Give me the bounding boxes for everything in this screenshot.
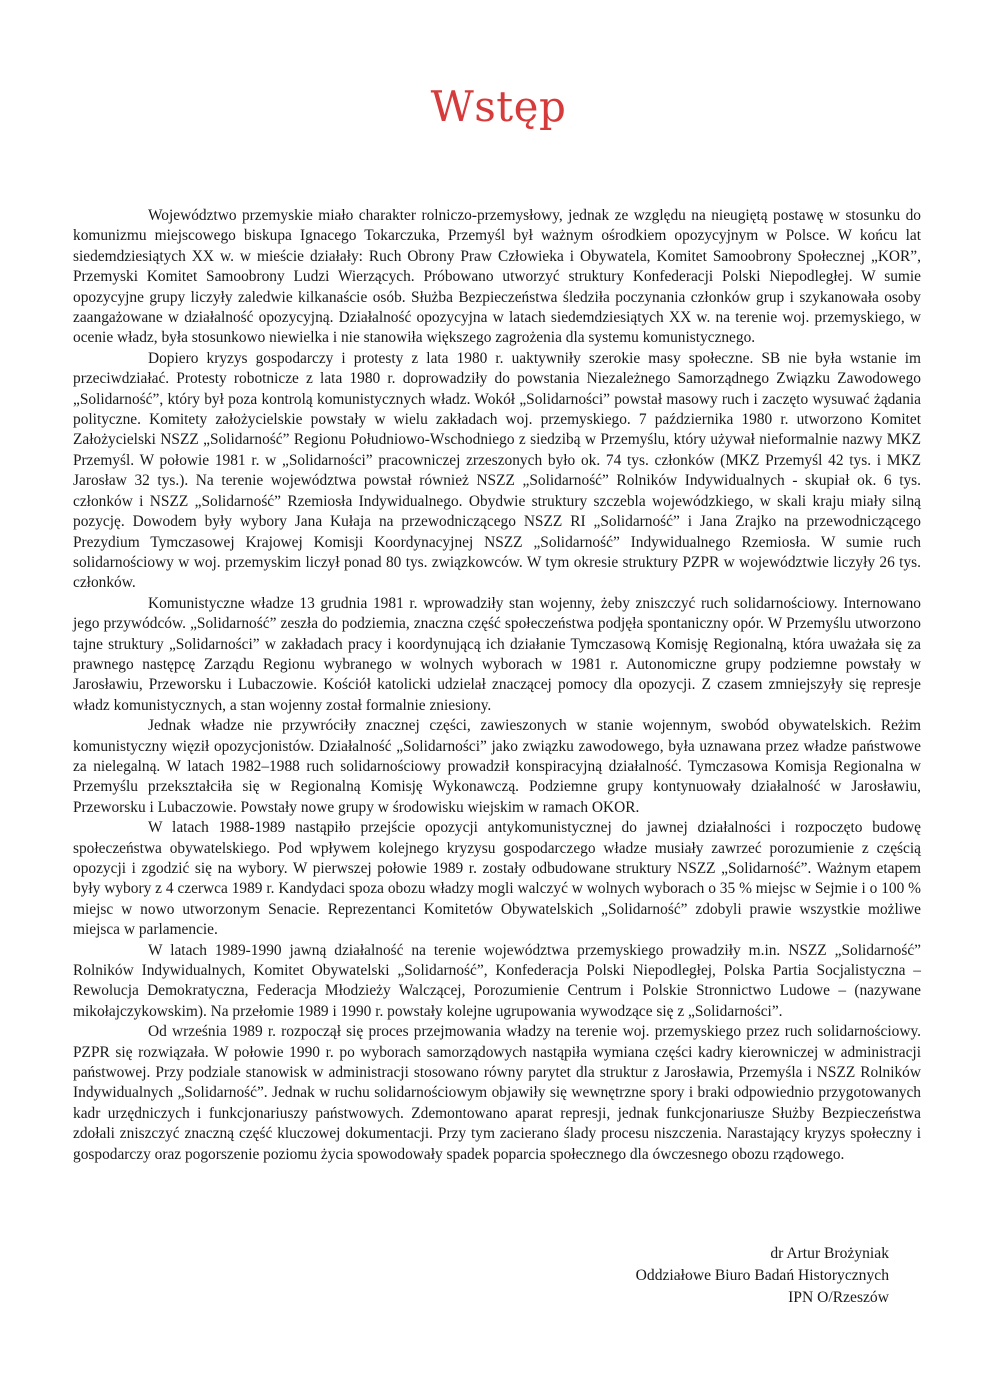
paragraph: Od września 1989 r. rozpoczął się proces przejmowania władzy na terenie woj. przemyskiego przez ruch solidarnościowy. PZPR się rozwiązała. W połowie 1990 r. po wyborach samorządowych nastąpiła wymiana części kadry kierowniczej w administracji państwowej. Przy podziale stanowisk w administracji stosowano równy parytet dla struktur z Jarosławia, Przemyśla i NSZZ Rolników Indywidualnych „Solidarność”. Jednak w ruchu solidarnościowym objawiły się wewnętrzne spory i braki odpowiednio przygotowanych kadr urzędniczych i funkcjonariuszy państwowych. Zdemontowano aparat represji, jednak funkcjonariusze Służby Bezpieczeństwa zdołali zniszczyć znaczną część kluczowej dokumentacji. Przy tym zacierano ślady procesu niszczenia. Narastający kryzys społeczny i gospodarczy oraz pogorszenie poziomu życia spowodowały spadek poparcia społecznego dla ówczesnego obozu rządowego. bbox=[73, 1023, 921, 1163]
signature-office: Oddziałowe Biuro Badań Historycznych bbox=[635, 1267, 889, 1284]
paragraph: Jednak władze nie przywróciły znacznej części, zawieszonych w stanie wojennym, swobód obywatelskich. Reżim komunistyczny więził opozycjonistów. Działalność „Solidarności” jako związku zawodowego, była uznawana przez władze państwowe za nielegalną. W latach 1982–1988 ruch solidarnościowy prowadził konspiracyjną działalność. Tymczasowa Komisja Regionalna w Przemyślu przekształciła się w Regionalną Komisję Wykonawczą. Podziemne grupy kontynuowały działalność w Jarosławiu, Przeworsku i Lubaczowie. Powstały nowe grupy w środowisku wiejskim w ramach OKOR. bbox=[73, 717, 921, 816]
paragraph: W latach 1988-1989 nastąpiło przejście opozycji antykomunistycznej do jawnej działalności i rozpoczęto budowę społeczeństwa obywatelskiego. Pod wpływem kolejnego kryzysu gospodarczego władze musiały zawrzeć porozumienie z częścią opozycji i zgodzić się na wybory. W pierwszej połowie 1989 r. zostały odbudowane struktury NSZZ „Solidarność”. Ważnym etapem były wybory z 4 czerwca 1989 r. Kandydaci spoza obozu władzy mogli walczyć w wolnych wyborach o 35 % miejsc w Sejmie i o 100 % miejsc w nowo utworzonym Senacie. Reprezentanci Komitetów Obywatelskich „Solidarność” zdobyli prawie wszystkie możliwe miejsca w parlamencie. bbox=[73, 819, 921, 939]
paragraph: Dopiero kryzys gospodarczy i protesty z lata 1980 r. uaktywniły szerokie masy społeczne. SB nie była wstanie im przeciwdziałać. Protesty robotnicze z lata 1980 r. doprowadziły do powstania Niezależnego Samorządnego Związku Zawodowego „Solidarność”, który był poza kontrolą komunistycznych władz. Wokół „Solidarności” powstał masowy ruch i zaczęto wysuwać żądania polityczne. Komitety założycielskie powstały w wielu zakładach woj. przemyskiego. 7 października 1980 r. utworzono Komitet Założycielski NSZZ „Solidarność” Regionu Południowo-Wschodniego z siedzibą w Przemyślu, który używał nieformalnie nazwy MKZ Przemyśl. W połowie 1981 r. w „Solidarności” pracowniczej zrzeszonych było ok. 74 tys. członków (MKZ Przemyśl 42 tys. i MKZ Jarosław 32 tys.). Na terenie województwa powstał również NSZZ „Solidarność” Rolników Indywidualnych - skupiał ok. 6 tys. członków i NSZZ „Solidarność” Rzemiosła Indywidualnego. Obydwie struktury szczebla wojewódzkiego, w skali kraju miały silną pozycję. Dowodem były wybory Jana Kułaja na przewodniczącego NSZZ RI „Solidarność” i Jana Zrajko na przewodniczącego Prezydium Tymczasowej Krajowej Komisji Koordynacyjnej NSZZ „Solidarność” Indywidualnego Rzemiosła. W sumie ruch solidarnościowy w woj. przemyskim liczył ponad 80 tys. związkowców. W tym okresie struktury PZPR w województwie liczyły 26 tys. członków. bbox=[73, 349, 921, 592]
paragraph: Komunistyczne władze 13 grudnia 1981 r. wprowadziły stan wojenny, żeby zniszczyć ruch solidarnościowy. Internowano jego przywódców. „Solidarność” zeszła do podziemia, znaczna część społeczeństwa podjęła spontaniczny opór. W Przemyślu utworzono tajne struktury „Solidarności” w zakładach pracy i koordynującą ich działanie Tymczasową Komisję Regionalną, która uważała się za prawnego następcę Zarządu Regionu wybranego w wolnych wyborach w 1981 r. Autonomiczne grupy podziemne powstały w Jarosławiu, Przeworsku i Lubaczowie. Kościół katolicki udzielał znaczącej pomocy dla opozycji. Z czasem zmniejszyły się represje władz komunistycznych, a stan wojenny został formalnie zniesiony. bbox=[73, 594, 921, 714]
signature-institution: IPN O/Rzeszów bbox=[788, 1289, 889, 1306]
paragraph: W latach 1989-1990 jawną działalność na terenie województwa przemyskiego prowadziły m.in. NSZZ „Solidarność” Rolników Indywidualnych, Komitet Obywatelski „Solidarność”, Konfederacja Polski Niepodległej, Polska Partia Socjalistyczna – Rewolucja Demokratyczna, Federacja Młodzieży Walczącej, Porozumienie Centrum i Polskie Stronnictwo Ludowe – (nazywane mikołajczykowskim). Na przełomie 1989 i 1990 r. powstały kolejne ugrupowania wywodzące się z „Solidarności”. bbox=[73, 941, 921, 1020]
page-title: Wstęp bbox=[430, 82, 567, 131]
body-text bbox=[73, 206, 921, 1165]
paragraph: Województwo przemyskie miało charakter rolniczo-przemysłowy, jednak ze względu na nieugiętą postawę w stosunku do komunizmu miejscowego biskupa Ignacego Tokarczuka, Przemyśl był ważnym ośrodkiem opozycyjnym w Polsce. W końcu lat siedemdziesiątych XX w. w mieście działały: Ruch Obrony Praw Człowieka i Obywatela, Komitet Samoobrony Społecznej „KOR”, Przemyski Komitet Samoobrony Ludzi Wierzących. Próbowano utworzyć struktury Konfederacji Polski Niepodległej. W sumie opozycyjne grupy liczyły zaledwie kilkanaście osób. Służba Bezpieczeństwa śledziła poczynania członków grup i szykanowała osoby zaangażowane w działalność opozycyjną. Działalność opozycyjna w latach siedemdziesiątych XX w. na terenie woj. przemyskiego, w ocenie władz, była stosunkowo niewielka i nie stanowiła większego zagrożenia dla systemu komunistycznego. bbox=[73, 207, 921, 347]
signature-block bbox=[636, 1243, 889, 1309]
signature-author: dr Artur Brożyniak bbox=[770, 1245, 889, 1262]
